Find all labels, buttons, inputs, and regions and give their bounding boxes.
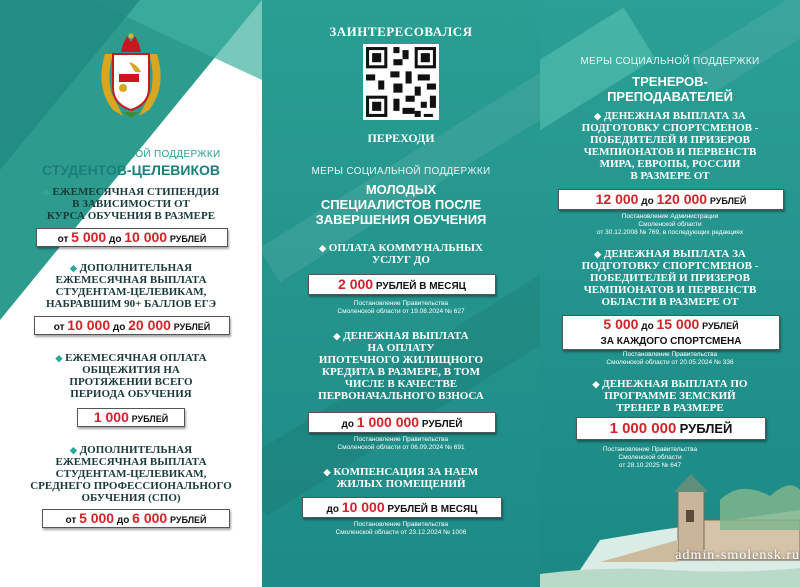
diamond-bullet-icon: ◆ (42, 187, 50, 197)
item-line: СТУДЕНТАМ-ЦЕЛЕВИКАМ, (55, 468, 207, 480)
students-panel (0, 0, 262, 587)
item-line: ПРОГРАММЕ ЗЕМСКИЙ (604, 390, 736, 402)
item-line: ЖИЛЫХ ПОМЕЩЕНИЙ (336, 478, 466, 490)
item-line: СРЕДНЕГО ПРОФЕССИОНАЛЬНОГО (30, 480, 232, 492)
diamond-bullet-icon: ◆ (594, 249, 602, 259)
note-line: от 30.12.2008 № 769, в последующих редакциях (596, 229, 744, 236)
item-line: ДЕНЕЖНАЯ ВЫПЛАТА ЗА (603, 110, 746, 122)
fortress-illustration-icon (540, 470, 800, 587)
to-word: до (109, 234, 122, 245)
note-line: Постановление Правительства (602, 446, 698, 453)
amount-min: 12 000 (595, 191, 639, 207)
item-line: ЧИСЛЕ В КАЧЕСТВЕ (344, 378, 458, 390)
note-line: Смоленской области (638, 221, 702, 228)
from-word: от (65, 515, 77, 526)
to-word: до (641, 321, 654, 332)
item-line: ЕЖЕМЕСЯЧНАЯ СТИПЕНДИЯ (52, 186, 220, 198)
amount-min: 5 000 (79, 510, 115, 526)
amount-max: 20 000 (128, 317, 171, 333)
diamond-bullet-icon: ◆ (55, 353, 63, 363)
watermark-text: admin-smolensk.ru (675, 548, 800, 563)
students-item-ege (14, 262, 248, 310)
currency-unit: РУБЛЕЙ (702, 321, 739, 331)
diamond-bullet-icon: ◆ (592, 379, 600, 389)
title-line: ПРЕПОДАВАТЕЛЕЙ (607, 89, 733, 104)
amount: 1 000 000 (356, 414, 420, 430)
young-item-mortgage (272, 330, 530, 402)
qr-code-icon[interactable] (363, 44, 439, 120)
young-caption: МЕРЫ СОЦИАЛЬНОЙ ПОДДЕРЖКИ (311, 166, 491, 177)
young-utilities-amount (308, 274, 496, 295)
diamond-bullet-icon: ◆ (594, 111, 602, 121)
diamond-bullet-icon: ◆ (323, 467, 331, 477)
young-title (262, 182, 540, 227)
item-line: ДОПОЛНИТЕЛЬНАЯ (79, 262, 193, 274)
currency-unit: РУБЛЕЙ (421, 419, 463, 430)
young-specialists-panel (262, 0, 540, 587)
trainers-world-amount (558, 189, 784, 210)
trainers-panel (540, 0, 800, 587)
trainers-region-note (540, 351, 800, 367)
students-dorm-amount (77, 408, 185, 427)
qr-bottom-text: ПЕРЕХОДИ (367, 131, 435, 145)
item-line: ПОБЕДИТЕЛЕЙ И ПРИЗЕРОВ (589, 134, 751, 146)
currency-unit: РУБЛЕЙ В МЕСЯЦ (387, 504, 478, 515)
item-line: ПЕРИОДА ОБУЧЕНИЯ (70, 388, 192, 400)
item-line: УСЛУГ ДО (372, 254, 430, 266)
currency-unit: РУБЛЕЙ (173, 322, 211, 332)
amount-max: 6 000 (132, 510, 168, 526)
currency-unit: РУБЛЕЙ (169, 234, 207, 244)
item-line: ДОПОЛНИТЕЛЬНАЯ (79, 444, 193, 456)
students-stipend-amount (36, 228, 228, 247)
currency-unit: РУБЛЕЙ (131, 414, 169, 424)
item-line: НАБРАВШИМ 90+ БАЛЛОВ ЕГЭ (45, 298, 217, 310)
to-word: до (116, 515, 130, 526)
trainers-region-amount (562, 315, 780, 350)
from-word: от (57, 234, 69, 245)
title-line: ЗАВЕРШЕНИЯ ОБУЧЕНИЯ (315, 212, 487, 227)
trainers-zemsky-amount (576, 417, 766, 440)
note-line: Постановление Правительства (622, 351, 718, 358)
amount-max: 15 000 (656, 316, 700, 332)
item-line: ЕЖЕМЕСЯЧНАЯ ОПЛАТА (65, 352, 207, 364)
amount: 2 000 (338, 276, 374, 292)
item-line: НА ОПЛАТУ (367, 342, 435, 354)
diamond-bullet-icon: ◆ (333, 331, 341, 341)
item-line: ОБЛАСТИ В РАЗМЕРЕ ОТ (601, 296, 739, 308)
item-line: ДЕНЕЖНАЯ ВЫПЛАТА ПО (602, 378, 748, 390)
to-word: до (641, 196, 654, 207)
title-line: ТРЕНЕРОВ- (632, 74, 708, 89)
item-line: ПОДГОТОВКУ СПОРТСМЕНОВ - (581, 260, 759, 272)
item-line: В РАЗМЕРЕ ОТ (630, 170, 710, 182)
per-athlete-text: ЗА КАЖДОГО СПОРТСМЕНА (600, 336, 742, 347)
amount: 1 000 (93, 409, 129, 425)
item-line: МИРА, ЕВРОПЫ, РОССИИ (599, 158, 741, 170)
diamond-bullet-icon: ◆ (69, 445, 77, 455)
trainers-zemsky-note (550, 446, 750, 470)
amount-min: 5 000 (71, 229, 107, 245)
item-line: ПОДГОТОВКУ СПОРТСМЕНОВ - (581, 122, 759, 134)
note-line: Постановление Правительства (353, 436, 449, 443)
item-line: ЧЕМПИОНАТОВ И ПЕРВЕНСТВ (583, 284, 757, 296)
item-line: КУРСА ОБУЧЕНИЯ В РАЗМЕРЕ (46, 210, 216, 222)
coat-of-arms-icon (93, 32, 169, 120)
note-line: Смоленской области от 19.08.2024 № 627 (337, 308, 465, 315)
amount-max: 10 000 (124, 229, 168, 245)
item-line: ПЕРВОНАЧАЛЬНОГО ВЗНОСА (318, 390, 484, 402)
to-word: до (112, 322, 126, 333)
diamond-bullet-icon: ◆ (69, 263, 77, 273)
item-line: ИПОТЕЧНОГО ЖИЛИЩНОГО (318, 354, 484, 366)
young-mortgage-note (262, 436, 540, 452)
note-line: Постановление Правительства (353, 521, 449, 528)
amount-max: 120 000 (656, 191, 708, 207)
young-rent-amount (302, 497, 502, 518)
students-ege-amount (34, 316, 230, 335)
trainers-item-world (544, 110, 796, 182)
trainers-item-zemsky (544, 378, 796, 414)
young-rent-note (262, 521, 540, 537)
students-item-stipend (14, 186, 248, 222)
young-item-utilities (272, 242, 530, 266)
students-item-dorm (14, 352, 248, 400)
students-caption: МЕРЫ СОЦИАЛЬНОЙ ПОДДЕРЖКИ (41, 149, 221, 160)
trainers-title (540, 74, 800, 104)
item-line: ПОБЕДИТЕЛЕЙ И ПРИЗЕРОВ (589, 272, 751, 284)
students-spo-amount (42, 509, 230, 528)
item-line: ОБЩЕЖИТИЯ НА (82, 364, 180, 376)
item-line: КОМПЕНСАЦИЯ ЗА НАЕМ (333, 466, 479, 478)
young-mortgage-amount (308, 412, 496, 433)
item-line: ПРОТЯЖЕНИИ ВСЕГО (69, 376, 193, 388)
amount-min: 5 000 (603, 316, 639, 332)
diamond-bullet-icon: ◆ (319, 243, 327, 253)
currency-unit: РУБЛЕЙ В МЕСЯЦ (375, 281, 466, 292)
item-line: КРЕДИТА В РАЗМЕРЕ, В ТОМ (321, 366, 480, 378)
currency-unit: РУБЛЕЙ (169, 515, 207, 525)
amount: 1 000 000 (609, 420, 677, 437)
note-line: Постановление Правительства (353, 300, 449, 307)
item-line: ДЕНЕЖНАЯ ВЫПЛАТА ЗА (603, 248, 746, 260)
qr-top-text: ЗАИНТЕРЕСОВАЛСЯ (329, 24, 473, 39)
item-line: ОПЛАТА КОММУНАЛЬНЫХ (328, 242, 483, 254)
title-line: СПЕЦИАЛИСТОВ ПОСЛЕ (320, 197, 482, 212)
students-title: СТУДЕНТОВ-ЦЕЛЕВИКОВ (41, 162, 221, 178)
from-word: от (53, 322, 65, 333)
to-word: до (341, 419, 355, 430)
young-item-rent (272, 466, 530, 490)
item-line: В ЗАВИСИМОСТИ ОТ (72, 198, 190, 210)
item-line: ЧЕМПИОНАТОВ И ПЕРВЕНСТВ (583, 146, 757, 158)
students-item-spo (14, 444, 248, 504)
trainers-world-note (540, 213, 800, 237)
note-line: Смоленской области (618, 454, 682, 461)
title-line: МОЛОДЫХ (365, 182, 437, 197)
amount-min: 10 000 (67, 317, 111, 333)
item-line: ЕЖЕМЕСЯЧНАЯ ВЫПЛАТА (55, 274, 207, 286)
currency-unit: РУБЛЕЙ (709, 196, 747, 206)
note-line: Смоленской области от 20.05.2024 № 336 (606, 359, 734, 366)
young-utilities-note (262, 300, 540, 316)
item-line: ТРЕНЕР В РАЗМЕРЕ (616, 402, 724, 414)
note-line: Смоленской области от 23.12.2024 № 1006 (335, 529, 467, 536)
item-line: ЕЖЕМЕСЯЧНАЯ ВЫПЛАТА (55, 456, 207, 468)
trainers-item-region (544, 248, 796, 308)
item-line: ДЕНЕЖНАЯ ВЫПЛАТА (343, 330, 469, 342)
currency-unit: РУБЛЕЙ (679, 421, 733, 436)
note-line: Постановление Администрации (621, 213, 719, 220)
trainers-caption: МЕРЫ СОЦИАЛЬНОЙ ПОДДЕРЖКИ (580, 56, 760, 67)
amount: 10 000 (341, 499, 385, 515)
item-line: СТУДЕНТАМ-ЦЕЛЕВИКАМ, (55, 286, 207, 298)
note-line: от 28.10.2025 № 647 (618, 462, 682, 469)
to-word: до (326, 504, 339, 515)
note-line: Смоленской области от 06.09.2024 № 691 (337, 444, 465, 451)
item-line: ОБУЧЕНИЯ (СПО) (81, 492, 181, 504)
